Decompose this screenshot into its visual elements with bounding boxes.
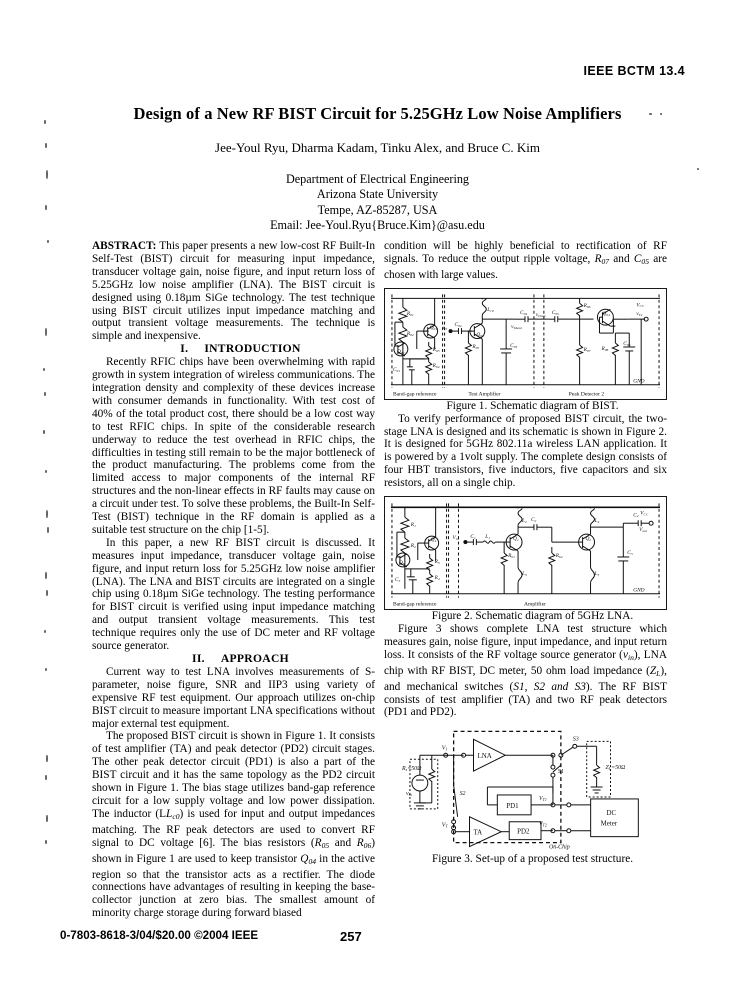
svg-text:R2: R2 (410, 543, 416, 550)
figure-2-block-amplifier: Amplifier (524, 601, 546, 608)
svg-text:C2: C2 (530, 517, 537, 524)
svg-text:L1: L1 (485, 534, 491, 541)
figure-1 (384, 288, 667, 400)
section-title: APPROACH (220, 652, 289, 665)
svg-text:L5: L5 (594, 570, 600, 577)
svg-text:R08: R08 (601, 345, 609, 352)
figure-1-block-labels (393, 390, 604, 397)
svg-text:Rb2: Rb2 (555, 553, 563, 560)
svg-text:S1: S1 (557, 769, 564, 776)
running-header: IEEE BCTM 13.4 (583, 64, 685, 78)
svg-text:vDout: vDout (535, 311, 546, 318)
figure-3-caption: Figure 3. Set-up of a proposed test structure. (431, 853, 634, 866)
svg-text:Q1: Q1 (513, 536, 519, 543)
figure-1-block-bandgap: Band-gap reference (392, 391, 437, 398)
section-heading-approach (92, 653, 375, 666)
symbol-switches: S1, S2 and S3 (513, 680, 586, 693)
svg-text:R04: R04 (432, 362, 440, 369)
fig2-followup-paragraph: Figure 3 shows complete LNA test structure which measures gain, noise figure, input impedance, and input return loss. It consists of the RF voltage source generator $(v_{in})$, LNA chip with RF BIST, DC meter, 50 ohm load impedance $(Z_L)$, and mechanical switches (S1, S2 and S3). The RF BIST consists of test amplifier (TA) and two RF peak detectors (PD1 and PD2). (384, 622, 668, 719)
figure-2-schematic (385, 497, 666, 609)
symbol-lc0: $L_{c0}$ (166, 807, 180, 821)
figure-2 (384, 496, 667, 610)
svg-text:C03: C03 (510, 342, 518, 349)
symbol-r07: $R_{07}$ (594, 252, 610, 266)
right-continuation-paragraph: condition will be highly beneficial to rectification of RF signals. To reduce the output ripple voltage, $R_{07}$ and $C_{05}$ are chosen with large values. (384, 240, 668, 281)
svg-text:VT: VT (441, 823, 448, 830)
svg-text:Q02: Q02 (396, 348, 405, 355)
svg-text:R4: R4 (434, 574, 440, 581)
svg-text:Q01: Q01 (429, 324, 438, 331)
symbol-r05: $R_{05}$ (314, 836, 330, 850)
footer-copyright: 0-7803-8618-3/04/$20.00 ©2004 IEEE (60, 929, 259, 942)
svg-text:C05: C05 (551, 309, 559, 316)
svg-text:vT: vT (442, 324, 447, 331)
svg-text:R05: R05 (472, 343, 480, 350)
approach-paragraph-2-mid2: ) shown in Figure 1 are used to keep transistor (92, 836, 375, 865)
svg-text:Q3: Q3 (398, 559, 405, 566)
figure-3-block-meter-line1: DC (606, 809, 617, 818)
svg-text:VT1: VT1 (539, 796, 547, 803)
svg-text:VT2: VT2 (539, 822, 547, 829)
footer-page-number: 257 (340, 929, 362, 944)
figure-3-block-meter-line2: Meter (600, 820, 618, 829)
svg-text:C06: C06 (623, 340, 631, 347)
affiliation-department: Department of Electrical Engineering (285, 172, 470, 186)
figure-3-block-lna: LNA (477, 752, 492, 761)
figure-3-labels (402, 737, 626, 851)
svg-text:Q04: Q04 (602, 310, 610, 317)
svg-text:S3: S3 (572, 736, 579, 743)
svg-text:Rb1: Rb1 (508, 553, 515, 560)
figure-1-caption: Figure 1. Schematic diagram of BIST. (446, 399, 619, 412)
right-column (384, 240, 667, 866)
section-number: II. (192, 652, 205, 665)
svg-text:C1: C1 (470, 534, 476, 541)
svg-text:vTAout: vTAout (511, 323, 522, 330)
figure-3-block-pd1: PD1 (506, 802, 519, 811)
approach-paragraph-1: Current way to test LNA involves measurements of S-parameter, noise figure, SNR and IIP3 using variety of expensive RF test equipment. Our approach utilizes on-chip BIST circuit to measure important LNA specifications without major external test equipment. (92, 665, 375, 730)
symbol-r06: $R_{06}$ (356, 836, 372, 850)
approach-paragraph-2-mid: ) is used for input and output impedances matching. The RF peak detectors are used to convert RF signal to DC voltage [6]. The bias resistors ( (92, 807, 375, 849)
svg-text:ZL=50Ω: ZL=50Ω (605, 765, 626, 772)
approach-paragraph-2-tail: in the active region so that the transistor acts as a rectifier. The diode connections have advantages of resulting in keeping the base-collector junction at zero bias. The smallest amount of minority charge storage during forward biased (92, 852, 375, 920)
figure-3 (384, 725, 667, 853)
section-title: INTRODUCTION (204, 342, 301, 356)
left-column (92, 240, 375, 920)
svg-text:R07: R07 (583, 346, 591, 353)
fig1-followup-paragraph: To verify performance of proposed BIST circuit, the two-stage LNA is designed and its schematic is shown in Figure 2. It is designed for 5GHz 802.11a wireless LAN application. It is powered by a 1volt supply. The complete design consists of four HBT transistors, five inductors, five capacitors and six resistors, all on a single chip. (384, 412, 667, 490)
approach-paragraph-2: The proposed BIST circuit is shown in Figure 1. It consists of test amplifier (TA) and peak detector (PD2) circuit stages. The other peak detector circuit (PD1) is also a part of the BIST circuit and it has the same topology as the PD2 circuit shown in Figure 1. The bias stage utilizes band-gap reference circuit for a low supply voltage and low power dissipation. The inductor $(LL_{c0})$ is used for input and output impedances matching. The RF peak detectors are used to convert RF signal to DC voltage [6]. The bias resistors ($R_{05}$ and $R_{06}$) shown in Figure 1 are used to keep transistor $Q_{04}$ in the active region so that the transistor acts as a rectifier. The diode connections have advantages of resulting in keeping the base-collector junction at zero bias. The smallest amount of minority charge storage during forward biased (92, 730, 375, 920)
author-list: Jee-Youl Ryu, Dharma Kadam, Tinku Alex, and Bruce C. Kim (215, 140, 540, 155)
approach-paragraph-2-head: The proposed BIST circuit is shown in Figure 1. It consists of test amplifier (TA) and peak detector (PD2) circuit stages. The other peak detector circuit (PD1) is also a part of the BIST circuit and it has the same topology as the PD2 circuit shown in Figure 1. The bias stage utilizes band-gap reference circuit for a low supply voltage and low power dissipation. The inductor (L (92, 730, 375, 820)
svg-text:Q4: Q4 (430, 537, 437, 544)
svg-text:Vin: Vin (452, 535, 459, 542)
svg-text:Lc0: Lc0 (487, 306, 494, 313)
svg-text:C02: C02 (454, 321, 462, 328)
svg-text:C4: C4 (633, 512, 639, 519)
figure-3-block-pd2: PD2 (517, 827, 530, 836)
svg-text:V1: V1 (441, 745, 448, 752)
figure-2-caption: Figure 2. Schematic diagram of 5GHz LNA. (431, 610, 634, 623)
svg-text:R1: R1 (410, 522, 416, 529)
svg-text:C5: C5 (394, 576, 401, 583)
figure-1-block-testamp: Test Amplifier (468, 391, 501, 398)
abstract-text: This paper presents a new low-cost RF Built-In Self-Test (BIST) circuit for measuring input impedance, transducer voltage gain, noise figure, and input return loss of 5.25GHz low noise amplifier (LNA). The BIST circuit is designed using 0.18µm SiGe technology. The test technique using BIST circuit utilizes input impedance matching and output transient voltage measurements. The technique is simple and inexpensive. (92, 240, 375, 343)
svg-text:vT2: vT2 (636, 310, 643, 317)
svg-text:Q03: Q03 (476, 331, 484, 338)
affiliation-block (0, 172, 755, 233)
svg-text:C3: C3 (627, 550, 633, 557)
svg-text:R03: R03 (432, 346, 440, 353)
svg-text:VCC: VCC (636, 301, 645, 308)
symbol-c05: $C_{05}$ (633, 252, 649, 266)
svg-text:R02: R02 (406, 330, 414, 337)
symbol-zl: $Z_L$ (649, 664, 661, 678)
intro-paragraph-1: Recently RFIC chips have been overwhelming with rapid growth in system integration of wireless communications. The integration density and complexity of these devices increase with consumer demands in functionality. With test cost of 40% of the total product cost, there should be a low cost way to test RFIC chips. In spite of the considerable research underway to reduce the test overhead in RFIC chips, the difficulties in testing still remain to be the major bottleneck of the product manufacturing. The problems come from the limited access to major components of the internal RF structures and the non-linear effects in RF faults may cause on a circuit under test. To solve these problems, the Built-In Self-Test (BIST) technique in the RF domain is applied as a suitable test structure on the chip [1-5]. (92, 356, 375, 536)
figure-1-schematic (385, 289, 666, 399)
svg-text:R3: R3 (434, 558, 440, 565)
svg-text:GND: GND (633, 587, 645, 594)
figure-2-block-labels (393, 601, 546, 608)
svg-text:VCC: VCC (640, 510, 649, 517)
page-title: Design of a New RF BIST Circuit for 5.25GHz Low Noise Amplifiers (133, 104, 622, 123)
symbol-q04: $Q_{04}$ (300, 852, 317, 866)
section-heading-introduction (92, 343, 375, 356)
svg-text:R01: R01 (406, 310, 414, 317)
svg-text:R06: R06 (583, 302, 591, 309)
svg-text:Vout: Vout (639, 527, 648, 534)
intro-paragraph-2: In this paper, a new RF BIST circuit is discussed. It measures input impedance, transducer voltage gain, noise figure, and input return loss for 5.25GHz low noise amplifier (LNA). The LNA and BIST circuits are integrated on a single chip using 0.18µm SiGe technology. The testing performance for BIST circuit is verified using input impedance matching and output transient voltage measurements. This test technique requires only the use of DC meter and RF voltage source generator. (92, 536, 375, 653)
section-number: I. (180, 342, 189, 356)
svg-text:GND: GND (633, 378, 645, 385)
svg-text:L3: L3 (522, 570, 527, 577)
figure-1-component-labels (393, 302, 645, 384)
affiliation-university: Arizona State University (316, 187, 439, 202)
svg-text:vin: vin (405, 791, 412, 798)
figure-3-schematic (402, 725, 683, 853)
figure-3-block-ta: TA (473, 828, 483, 837)
affiliation-city: Tempe, AZ-85287, USA (317, 202, 438, 217)
abstract-label: ABSTRACT: (92, 240, 157, 252)
svg-text:L4: L4 (594, 518, 600, 525)
svg-text:C04: C04 (520, 309, 528, 316)
svg-text:Q2: Q2 (585, 536, 592, 543)
svg-text:Rs=50Ω: Rs=50Ω (402, 766, 422, 773)
svg-text:On-Chip: On-Chip (548, 844, 570, 851)
abstract-paragraph (92, 240, 375, 343)
svg-text:C01: C01 (392, 366, 401, 373)
symbol-vin: $v_{in}$ (622, 648, 634, 662)
affiliation-email: Email: Jee-Youl.Ryu{Bruce.Kim}@asu.edu (270, 217, 485, 232)
svg-text:S2: S2 (459, 791, 466, 798)
figure-1-block-peakdet: Peak Detector 2 (568, 391, 605, 398)
svg-text:L2: L2 (522, 518, 527, 525)
figure-2-block-bandgap: Band-gap reference (392, 601, 437, 608)
